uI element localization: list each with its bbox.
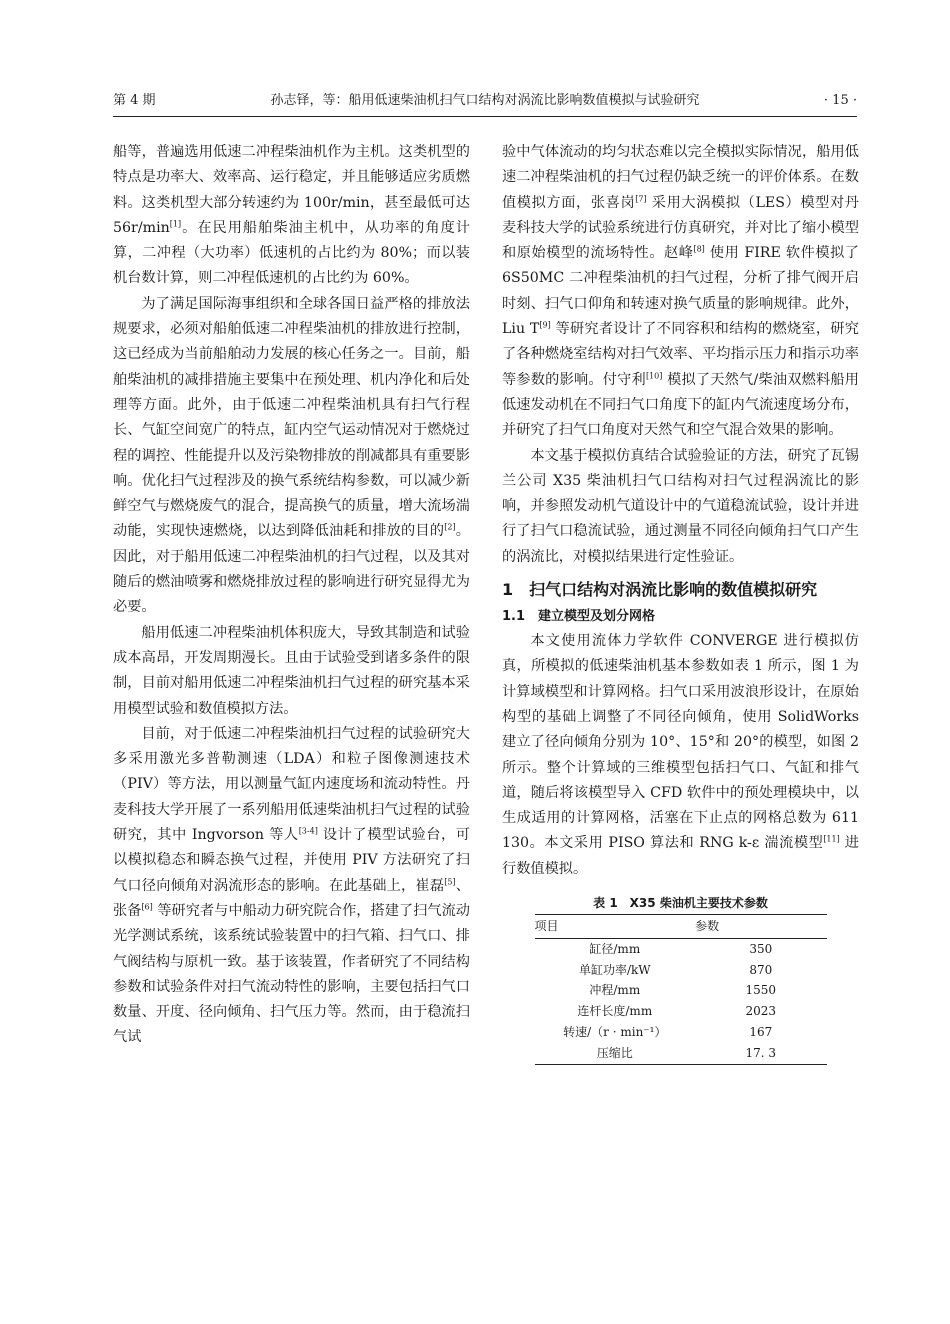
paragraph-6: 本文基于模拟仿真结合试验验证的方法，研究了瓦锡兰公司 X35 柴油机扫气口结构对扫气过程涡流比的影响，并参照发动机气道设计中的气道稳流试验，设计并进行了扫气口稳流试验，通过测量不同径向倾角扫气口产生的涡流比，对模拟结果进行定性验证。 xyxy=(502,447,859,565)
text: 。因此，对于船用低速二冲程柴油机的扫气过程，以及其对随后的燃油喷雾和燃烧排放过程的影响进行研究显得尤为必要。 xyxy=(113,523,470,616)
table-row xyxy=(535,1043,827,1064)
cell-item: 冲程/mm xyxy=(589,983,641,998)
text: 进行数值模拟。 xyxy=(502,835,859,877)
paragraph-4 xyxy=(113,722,470,1051)
table-row xyxy=(535,938,827,959)
text: 设计了模型试验台，可以模拟稳态和瞬态换气过程，并使用 PIV 方法研究了扫气口径向倾角对涡流形态的影响。在此基础上，崔磊 xyxy=(113,827,470,894)
subsection-heading-1-1: 1.1 建立模型及划分网格 xyxy=(502,609,656,625)
cell-value: 870 xyxy=(749,962,773,977)
table-row xyxy=(535,980,827,1001)
parameters-table xyxy=(535,914,827,1065)
cell-item: 连杆长度/mm xyxy=(577,1004,653,1019)
cell-value: 1550 xyxy=(745,983,777,998)
cell-item: 单缸功率/kW xyxy=(578,962,651,977)
citation[interactable]: [7] xyxy=(635,193,647,203)
text: 船等，普遍选用低速二冲程柴油机作为主机。这类机型的特点是功率大、效率高、运行稳定，并且能够适应劣质燃料。这类机型大部分转速约为 100r/min，甚至最低可达 56r/min xyxy=(113,144,470,236)
citation[interactable]: [6] xyxy=(141,902,153,912)
page-number: · 15 · xyxy=(823,93,857,108)
cell-value: 167 xyxy=(749,1025,773,1039)
citation[interactable]: [10] xyxy=(645,370,663,380)
cell-value: 350 xyxy=(749,941,773,956)
text: 。在民用船舶柴油主机中，从功率的角度计算，二冲程（大功率）低速机的占比约为 80%；而以装机台数计算，则二冲程低速机的占比约为 60%。 xyxy=(113,219,470,287)
table-caption: 表 1 X35 柴油机主要技术参数 xyxy=(593,896,768,911)
citation[interactable]: [2] xyxy=(444,522,456,532)
citation[interactable]: [9] xyxy=(539,320,551,330)
table-row xyxy=(535,960,827,981)
citation[interactable]: [8] xyxy=(693,244,705,254)
cell-value: 2023 xyxy=(745,1004,777,1019)
issue-number: 第 4 期 xyxy=(113,93,156,108)
text: 、张备 xyxy=(113,877,470,919)
cell-value: 17. 3 xyxy=(695,1043,826,1064)
text: 目前，对于低速二冲程柴油机扫气过程的试验研究大多采用激光多普勒测速（LDA）和粒子图像测速技术（PIV）等方法，用以测量气缸内速度场和流动特性。丹麦科技大学开展了一系列船用低速柴油机扫气过程的试验研究，其中 Ingvorson 等人 xyxy=(113,725,470,844)
table-row xyxy=(535,1001,827,1022)
left-column xyxy=(113,140,470,1051)
text: 等研究者与中船动力研究院合作，搭建了扫气流动光学测试系统，该系统试验装置中的扫气箱、扫气口、排气阀结构与原机一致。基于该装置，作者研究了不同结构参数和试验条件对扫气流动特性的影响，主要包括扫气口数量、开度、径向倾角、扫气压力等。然而，由于稳流扫气试 xyxy=(113,902,470,1046)
cell-item: 缸径/mm xyxy=(589,941,641,956)
table-row xyxy=(535,1022,827,1043)
cell-item: 压缩比 xyxy=(535,1043,696,1064)
paragraph-1 xyxy=(113,140,470,292)
cell-item: 转速/（r · min⁻¹） xyxy=(563,1025,667,1039)
text: 采用大涡模拟（LES）模型对丹麦科技大学的试验系统进行仿真研究，并对比了缩小模型和原始模型的流场特性。赵峰 xyxy=(502,194,859,262)
text: 本文使用流体力学软件 CONVERGE 进行模拟仿真，所模拟的低速柴油机基本参数如表 1 所示，图 1 为计算域模型和计算网格。扫气口采用波浪形设计，在原始构型的基础上调整了不同径向倾角，使用 SolidWorks 建立了径向倾角分别为 10°、15°和 20°的模型，如图 2 所示。整个计算域的三维模型包括扫气口、气缸和排气道，随后将该模型导入 CFD 软件中的预处理模块中，以生成适用的计算网格，活塞在下止点的网格总数为 611 130。本文采用 PISO 算法和 RNG k-ε 湍流模型 xyxy=(502,633,859,852)
text: 等研究者设计了不同容积和结构的燃烧室，研究了各种燃烧室结构对扫气效率、平均指示压力和指示功率等参数的影响。付守利 xyxy=(502,321,859,388)
paragraph-3: 船用低速二冲程柴油机体积庞大，导致其制造和试验成本高昂，开发周期漫长。且由于试验受到诸多条件的限制，目前对船用低速二冲程柴油机扫气过程的研究基本采用模型试验和数值模拟方法。 xyxy=(113,624,470,717)
paragraph-7 xyxy=(502,629,859,882)
header-rule xyxy=(113,116,857,117)
citation[interactable]: [5] xyxy=(444,876,456,886)
section-heading-1: 1 扫气口结构对涡流比影响的数值模拟研究 xyxy=(502,580,818,600)
column-header-value: 参数 xyxy=(695,915,826,939)
running-header xyxy=(113,88,857,114)
text: 验中气体流动的均匀状态难以完全模拟实际情况，船用低速二冲程柴油机的扫气过程仍缺乏统一的评价体系。在数值模拟方面，张喜岗 xyxy=(502,144,859,211)
paragraph-2 xyxy=(113,292,470,621)
column-header-item: 项目 xyxy=(535,915,696,939)
table-header-row xyxy=(535,915,827,939)
text: 使用 FIRE 软件模拟了 6S50MC 二冲程柴油机的扫气过程，分析了排气阀开启时刻、扫气口仰角和转速对换气质量的影响规律。此外，Liu T xyxy=(502,245,859,338)
paragraph-5 xyxy=(502,140,859,444)
citation[interactable]: [11] xyxy=(823,834,840,844)
citation[interactable]: [1] xyxy=(169,219,182,229)
citation[interactable]: [3-4] xyxy=(298,826,318,836)
text: 为了满足国际海事组织和全球各国日益严格的排放法规要求，必须对船舶低速二冲程柴油机的排放进行控制，这已经成为当前船舶动力发展的核心任务之一。目前，船舶柴油机的减排措施主要集中在预处理、机内净化和后处理等方面。此外，由于低速二冲程柴油机具有扫气行程长、气缸空间宽广的特点，缸内空气运动情况对于燃烧过程的调控、性能提升以及污染物排放的削减都具有重要影响。优化扫气过程涉及的换气系统结构参数，可以减少新鲜空气与燃烧废气的混合，提高换气的质量，增大流场湍动能，实现快速燃烧，以达到降低油耗和排放的目的 xyxy=(113,295,470,540)
text: 模拟了天然气/柴油双燃料船用低速发动机在不同扫气口角度下的缸内气流速度场分布，并研究了扫气口角度对天然气和空气混合效果的影响。 xyxy=(502,371,859,439)
running-title: 孙志铎，等：船用低速柴油机扫气口结构对涡流比影响数值模拟与试验研究 xyxy=(270,93,700,108)
right-column xyxy=(502,140,859,1065)
